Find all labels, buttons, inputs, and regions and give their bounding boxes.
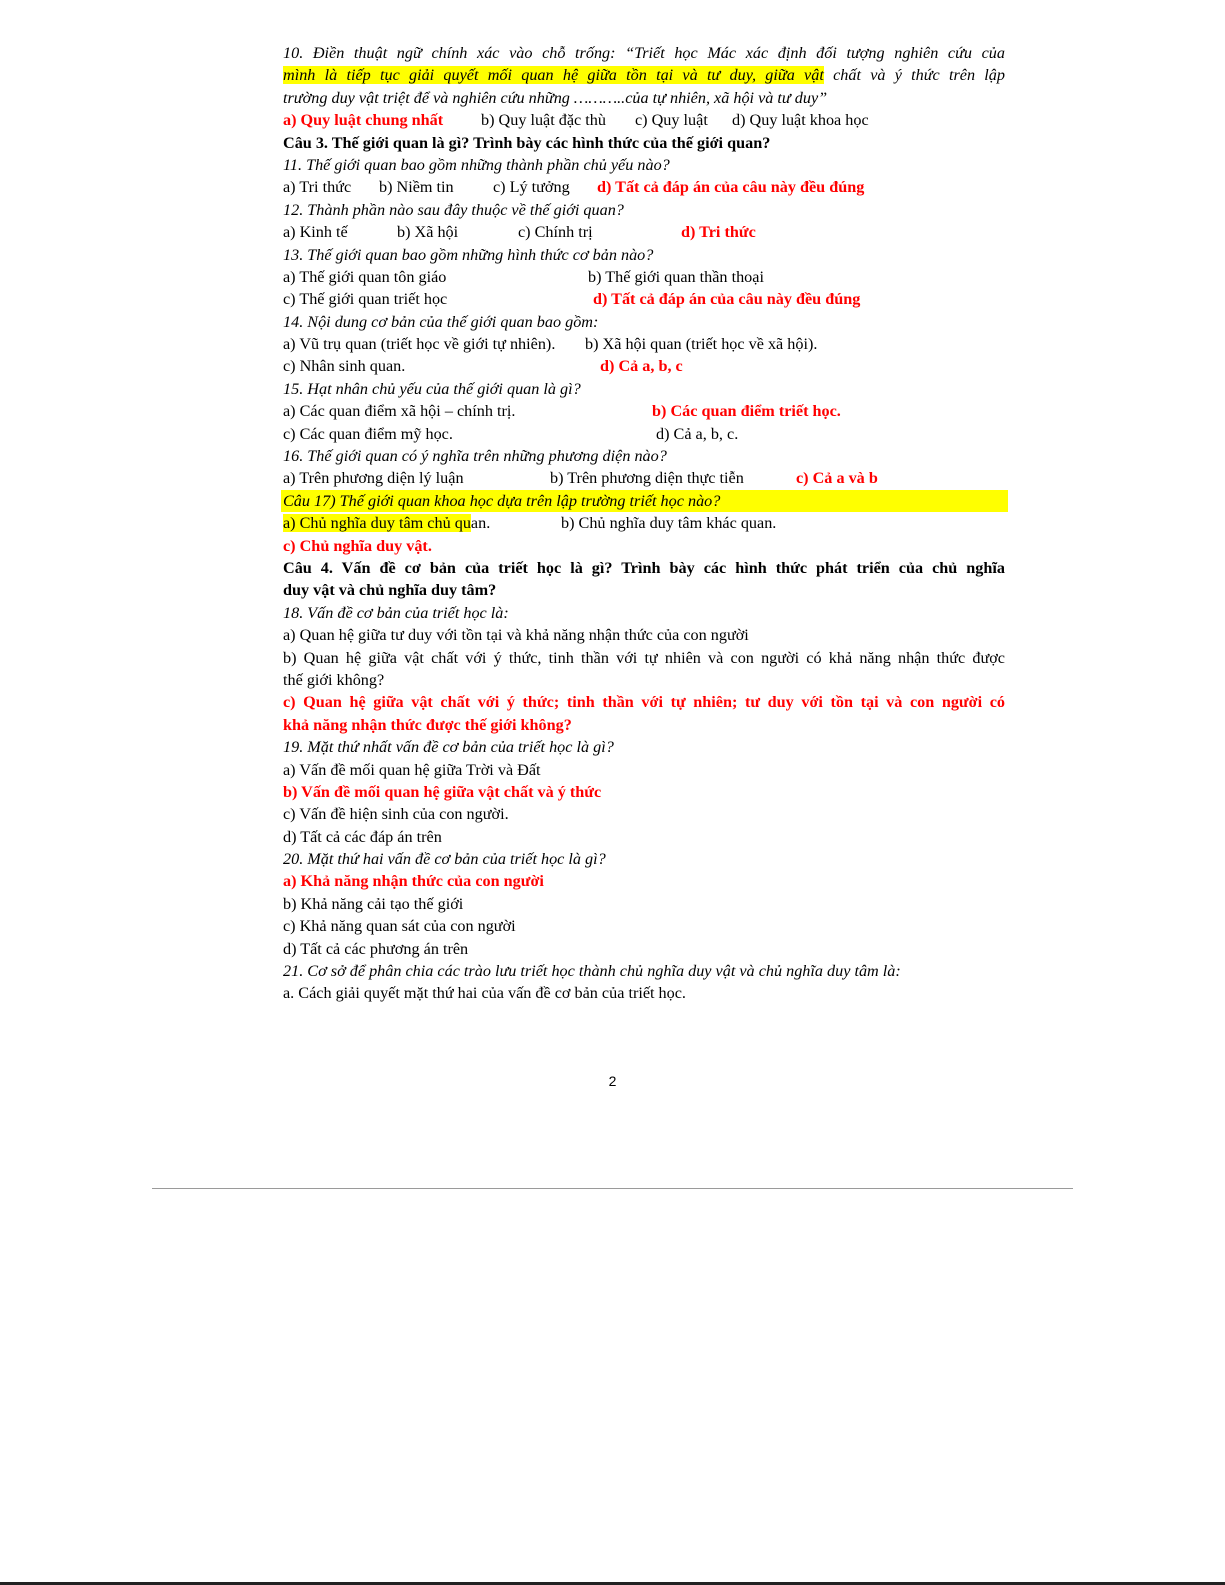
section-heading-cau-4-line-2: duy vật và chủ nghĩa duy tâm? bbox=[283, 581, 497, 600]
q12-option-b: b) Xã hội bbox=[397, 223, 459, 242]
q18-stem: 18. Vấn đề cơ bản của triết học là: bbox=[283, 603, 509, 622]
q19-option-d: d) Tất cả các đáp án trên bbox=[283, 827, 442, 846]
q16-options bbox=[283, 467, 1005, 489]
q18-option-c-answer-line-1: c) Quan hệ giữa vật chất với ý thức; tinh thần với tự nhiên; tư duy với tồn tại và con người có bbox=[283, 693, 1005, 712]
q15-option-b-answer: b) Các quan điểm triết học. bbox=[652, 402, 841, 421]
q14-option-b: b) Xã hội quan (triết học về xã hội). bbox=[585, 335, 818, 354]
q10-highlight: mình là tiếp tục giải quyết mối quan hệ giữa tồn tại và tư duy, giữa vật bbox=[283, 66, 824, 85]
q13-options-row-2 bbox=[283, 288, 1005, 310]
document-body bbox=[283, 42, 1005, 1005]
q15-stem: 15. Hạt nhân chủ yếu của thế giới quan là gì? bbox=[283, 379, 581, 398]
q13-options-row-1 bbox=[283, 266, 1005, 288]
q17-option-a-highlight: a) Chủ nghĩa duy tâm chủ qu bbox=[283, 514, 471, 533]
q18-option-a: a) Quan hệ giữa tư duy với tồn tại và khả năng nhận thức của con người bbox=[283, 626, 749, 645]
q13-option-d-answer: d) Tất cả đáp án của câu này đều đúng bbox=[593, 290, 861, 309]
q17-option-c-answer: c) Chủ nghĩa duy vật. bbox=[283, 536, 432, 555]
section-heading-cau-4-line-1: Câu 4. Vấn đề cơ bản của triết học là gì? Trình bày các hình thức phát triển của chủ nghĩa bbox=[283, 558, 1005, 577]
q14-option-c: c) Nhân sinh quan. bbox=[283, 357, 406, 376]
q16-option-a: a) Trên phương diện lý luận bbox=[283, 469, 464, 488]
q12-options bbox=[283, 221, 1005, 243]
q11-option-b: b) Niềm tin bbox=[379, 178, 454, 197]
q17-options bbox=[283, 512, 1005, 534]
q13-stem: 13. Thế giới quan bao gồm những hình thức cơ bản nào? bbox=[283, 245, 654, 264]
q17-option-a-rest: an. bbox=[470, 514, 491, 533]
q12-stem: 12. Thành phần nào sau đây thuộc về thế giới quan? bbox=[283, 200, 624, 219]
q10-option-d: d) Quy luật khoa học bbox=[732, 111, 869, 130]
q11-stem: 11. Thế giới quan bao gồm những thành phần chủ yếu nào? bbox=[283, 155, 670, 174]
q20-option-b: b) Khả năng cải tạo thế giới bbox=[283, 894, 464, 913]
q13-option-c: c) Thế giới quan triết học bbox=[283, 290, 448, 309]
q18-option-b-line-2: thế giới không? bbox=[283, 670, 385, 689]
q19-stem: 19. Mặt thứ nhất vấn đề cơ bản của triết học là gì? bbox=[283, 738, 614, 757]
q16-stem: 16. Thế giới quan có ý nghĩa trên những phương diện nào? bbox=[283, 447, 667, 466]
q19-option-c: c) Vấn đề hiện sinh của con người. bbox=[283, 805, 509, 824]
q11-options bbox=[283, 176, 1005, 198]
q21-stem: 21. Cơ sở để phân chia các trào lưu triết học thành chủ nghĩa duy vật và chủ nghĩa duy tâm là: bbox=[283, 962, 901, 981]
q11-option-c: c) Lý tưởng bbox=[493, 178, 570, 197]
q10-stem-line-3: trường duy vật triệt để và nghiên cứu những ………..của tự nhiên, xã hội và tư duy” bbox=[283, 88, 828, 107]
q17-stem-highlighted: Câu 17) Thế giới quan khoa học dựa trên lập trường triết học nào? bbox=[281, 490, 1008, 512]
q10-stem-line-2 bbox=[283, 64, 1005, 86]
q20-option-d: d) Tất cả các phương án trên bbox=[283, 939, 469, 958]
q19-option-b-answer: b) Vấn đề mối quan hệ giữa vật chất và ý thức bbox=[283, 782, 602, 801]
q12-option-a: a) Kinh tế bbox=[283, 223, 348, 242]
section-heading-cau-3: Câu 3. Thế giới quan là gì? Trình bày các hình thức của thế giới quan? bbox=[283, 133, 771, 152]
q15-option-d: d) Cả a, b, c. bbox=[656, 424, 739, 443]
q20-option-c: c) Khả năng quan sát của con người bbox=[283, 917, 516, 936]
q15-options-row-2 bbox=[283, 423, 1005, 445]
q14-option-a: a) Vũ trụ quan (triết học về giới tự nhiên). bbox=[283, 335, 556, 354]
q14-options-row-1 bbox=[283, 333, 1005, 355]
q20-stem: 20. Mặt thứ hai vấn đề cơ bản của triết học là gì? bbox=[283, 850, 606, 869]
q10-option-b: b) Quy luật đặc thù bbox=[481, 111, 606, 130]
q14-option-d-answer: d) Cả a, b, c bbox=[600, 357, 683, 376]
q21-option-a: a. Cách giải quyết mặt thứ hai của vấn đề cơ bản của triết học. bbox=[283, 984, 686, 1003]
q20-option-a-answer: a) Khả năng nhận thức của con người bbox=[283, 872, 544, 891]
q13-option-b: b) Thế giới quan thần thoại bbox=[588, 267, 764, 286]
q11-option-d-answer: d) Tất cả đáp án của câu này đều đúng bbox=[597, 178, 865, 197]
page-number: 2 bbox=[608, 1073, 617, 1089]
q19-option-a: a) Vấn đề mối quan hệ giữa Trời và Đất bbox=[283, 760, 541, 779]
q15-option-a: a) Các quan điểm xã hội – chính trị. bbox=[283, 402, 516, 421]
q15-option-c: c) Các quan điểm mỹ học. bbox=[283, 424, 453, 443]
q10-stem-line-1: 10. Điền thuật ngữ chính xác vào chỗ trống: “Triết học Mác xác định đối tượng nghiên cứu của bbox=[283, 44, 1005, 62]
q13-option-a: a) Thế giới quan tôn giáo bbox=[283, 267, 447, 286]
q10-options bbox=[283, 109, 1005, 131]
q10-option-c: c) Quy luật bbox=[635, 111, 708, 130]
page-divider bbox=[152, 1188, 1073, 1189]
q18-option-b-line-1: b) Quan hệ giữa vật chất với ý thức, tinh thần với tự nhiên và con người có khả năng nhận thức được bbox=[283, 648, 1005, 667]
q17-option-a bbox=[283, 512, 490, 534]
q16-option-b: b) Trên phương diện thực tiễn bbox=[550, 469, 744, 488]
q12-option-d-answer: d) Tri thức bbox=[681, 223, 756, 242]
q10-option-a-answer: a) Quy luật chung nhất bbox=[283, 111, 444, 130]
q14-options-row-2 bbox=[283, 355, 1005, 377]
q14-stem: 14. Nội dung cơ bản của thế giới quan bao gồm: bbox=[283, 312, 599, 331]
q18-option-c-answer-line-2: khả năng nhận thức được thế giới không? bbox=[283, 715, 572, 734]
q16-option-c-answer: c) Cả a và b bbox=[796, 469, 878, 488]
q11-option-a: a) Tri thức bbox=[283, 178, 352, 197]
q17-option-b: b) Chủ nghĩa duy tâm khác quan. bbox=[561, 514, 777, 533]
q15-options-row-1 bbox=[283, 400, 1005, 422]
q12-option-c: c) Chính trị bbox=[518, 223, 593, 242]
q10-stem-line-2-rest: chất và ý thức trên lập bbox=[823, 66, 1005, 85]
